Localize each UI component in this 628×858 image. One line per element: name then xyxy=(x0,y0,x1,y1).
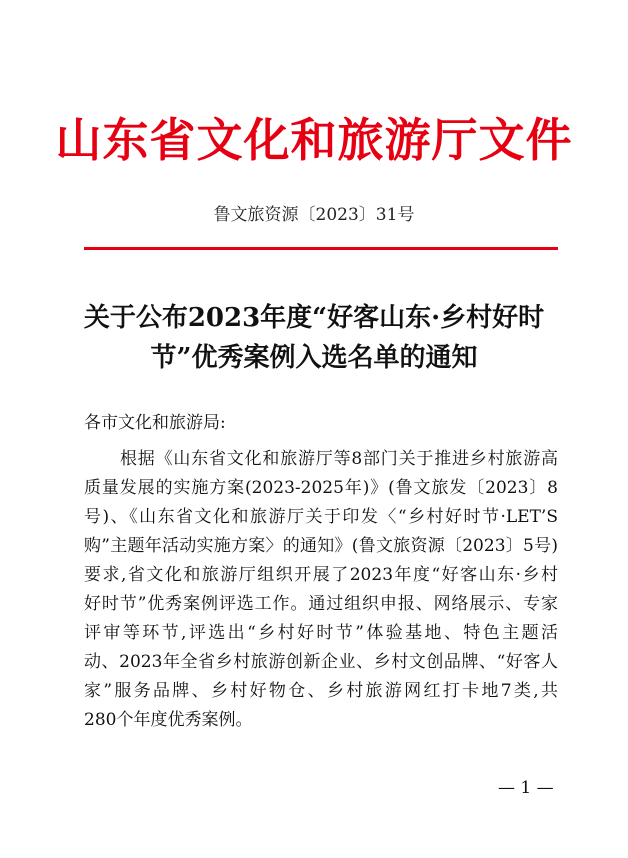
red-separator-line xyxy=(84,247,558,250)
body-line: 号)、《山东省文化和旅游厅关于印发〈“乡村好时节·LET’S xyxy=(84,507,558,527)
body-line: 家”服务品牌、乡村好物仓、乡村旅游网红打卡地7类,共 xyxy=(84,681,558,701)
body-line: 评审等环节,评选出“乡村好时节”体验基地、特色主题活 xyxy=(84,623,558,643)
body-line: 购”主题年活动实施方案〉的通知》(鲁文旅资源〔2023〕5号) xyxy=(84,536,558,556)
notice-title xyxy=(60,298,568,378)
notice-title-line-1: 关于公布2023年度“好客山东·乡村好时 xyxy=(83,303,545,333)
body-line: 根据《山东省文化和旅游厅等8部门关于推进乡村旅游高 xyxy=(120,449,558,469)
masthead-title: 山东省文化和旅游厅文件 xyxy=(55,113,573,167)
body-paragraph xyxy=(84,445,558,735)
body-line: 要求,省文化和旅游厅组织开展了2023年度“好客山东·乡村 xyxy=(84,565,558,585)
notice-title-line-2: 节”优秀案例入选名单的通知 xyxy=(150,343,478,373)
body-line: 280个年度优秀案例。 xyxy=(84,710,253,730)
body-line: 动、2023年全省乡村旅游创新企业、乡村文创品牌、“好客人 xyxy=(84,652,558,672)
body-line: 质量发展的实施方案(2023-2025年)》(鲁文旅发〔2023〕8 xyxy=(84,478,558,498)
salutation: 各市文化和旅游局: xyxy=(84,413,226,433)
document-number: 鲁文旅资源〔2023〕31号 xyxy=(213,205,415,225)
body-line: 好时节”优秀案例评选工作。通过组织申报、网络展示、专家 xyxy=(84,594,558,614)
page-number: — 1 — xyxy=(498,778,554,798)
